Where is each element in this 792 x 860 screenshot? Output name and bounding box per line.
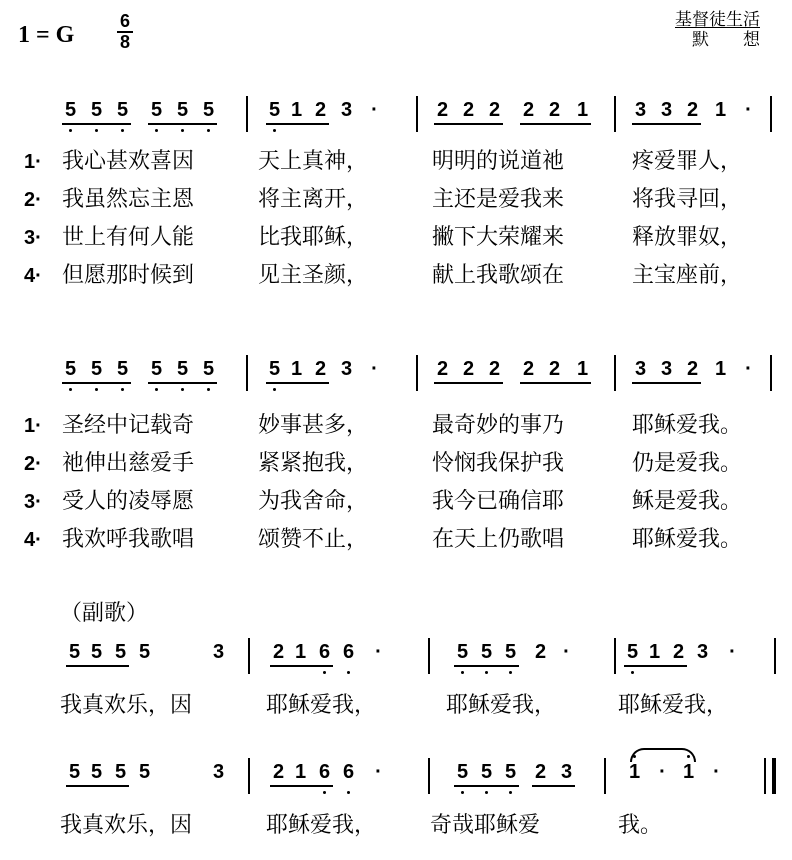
note: 3 — [696, 641, 709, 663]
duration-dot: · — [745, 358, 752, 380]
chorus-lyric-line — [0, 692, 792, 720]
octave-dot-low — [485, 791, 488, 794]
lyric-phrase: 在天上仍歌唱 — [432, 527, 565, 552]
lyric-phrase: 疼爱罪人， — [632, 149, 743, 174]
beam-underline — [632, 123, 701, 125]
octave-dot-low — [69, 129, 72, 132]
note: 3 — [212, 761, 225, 783]
barline — [604, 758, 606, 794]
final-barline-thick — [772, 758, 776, 794]
duration-dot: · — [371, 358, 378, 380]
note: 2 — [314, 358, 327, 380]
author: 默 想 — [692, 30, 760, 50]
note: 2 — [548, 358, 561, 380]
tie — [630, 748, 696, 762]
note: 2 — [314, 99, 327, 121]
beam-underline — [632, 382, 701, 384]
note: 5 — [174, 357, 191, 381]
note: 5 — [454, 760, 471, 784]
verse-number: 4· — [24, 265, 42, 287]
note: 1 — [294, 641, 307, 663]
lyric-phrase: 耶稣爱我。 — [632, 413, 743, 438]
duration-dot: · — [713, 761, 720, 783]
note: 5 — [148, 357, 165, 381]
lyric-phrase: 耶稣爱我。 — [632, 527, 743, 552]
chorus-lyric-line — [0, 812, 792, 840]
note: 5 — [114, 761, 127, 783]
note: 2 — [272, 641, 285, 663]
note: 1 — [576, 358, 589, 380]
note: 5 — [114, 641, 127, 663]
octave-dot-low — [461, 671, 464, 674]
lyric-phrase: 天上真神， — [258, 149, 369, 174]
lyric-phrase: 耶稣爱我， — [446, 693, 557, 718]
barline — [614, 96, 616, 132]
note: 3 — [560, 761, 573, 783]
octave-dot-low — [323, 671, 326, 674]
note: 2 — [686, 99, 699, 121]
lyric-phrase: 我心甚欢喜因 — [62, 149, 195, 174]
note: 1 — [714, 358, 727, 380]
beam-underline — [454, 785, 519, 787]
beam-underline — [520, 123, 591, 125]
barline — [428, 638, 430, 674]
note: 5 — [114, 98, 131, 122]
lyric-phrase: 撇下大荣耀来 — [432, 225, 565, 250]
duration-dot: · — [729, 641, 736, 663]
note: 5 — [88, 98, 105, 122]
beam-underline — [434, 382, 503, 384]
barline — [416, 96, 418, 132]
note: 6 — [316, 640, 333, 664]
note: 1 — [714, 99, 727, 121]
octave-dot-low — [155, 388, 158, 391]
note: 5 — [478, 640, 495, 664]
octave-dot-low — [509, 791, 512, 794]
note: 5 — [138, 761, 151, 783]
beam-underline — [62, 123, 131, 125]
time-signature — [114, 12, 136, 52]
octave-dot-low — [95, 388, 98, 391]
note: 1 — [294, 761, 307, 783]
note: 5 — [174, 98, 191, 122]
octave-dot-low — [323, 791, 326, 794]
lyric-phrase: 献上我歌颂在 — [432, 263, 565, 288]
duration-dot: · — [745, 99, 752, 121]
beam-underline — [520, 382, 591, 384]
beam-underline — [434, 123, 503, 125]
lyric-phrase: 奇哉耶稣爱 — [430, 813, 541, 838]
note: 5 — [624, 640, 641, 664]
octave-dot-low — [181, 388, 184, 391]
barline — [248, 638, 250, 674]
barline — [770, 355, 772, 391]
lyric-phrase: 我虽然忘主恩 — [62, 187, 195, 212]
octave-dot-low — [347, 791, 350, 794]
duration-dot: · — [563, 641, 570, 663]
lyric-phrase: 主宝座前， — [632, 263, 743, 288]
note: 2 — [534, 761, 547, 783]
note: 2 — [436, 358, 449, 380]
note: 2 — [462, 99, 475, 121]
verse-number: 1· — [24, 151, 42, 173]
octave-dot-low — [273, 388, 276, 391]
octave-dot-low — [69, 388, 72, 391]
lyric-phrase: 将我寻回， — [632, 187, 743, 212]
note: 2 — [488, 358, 501, 380]
lyric-phrase: 我。 — [618, 813, 663, 838]
note: 2 — [686, 358, 699, 380]
note: 2 — [522, 99, 535, 121]
lyric-phrase: 耶稣爱我， — [266, 813, 377, 838]
verse-line — [0, 412, 792, 440]
lyric-phrase: 我欢呼我歌唱 — [62, 527, 195, 552]
octave-dot-low — [461, 791, 464, 794]
verse-line — [0, 526, 792, 554]
note: 5 — [138, 641, 151, 663]
lyric-phrase: 释放罪奴， — [632, 225, 743, 250]
barline — [614, 355, 616, 391]
beam-underline — [66, 665, 129, 667]
key-signature: 1 = G — [18, 22, 75, 48]
duration-dot: · — [375, 641, 382, 663]
note: 3 — [634, 99, 647, 121]
verse-line — [0, 186, 792, 214]
lyric-phrase: 紧紧抱我， — [258, 451, 369, 476]
lyric-phrase: 怜悯我保护我 — [432, 451, 565, 476]
note: 1 — [680, 760, 697, 784]
lyric-phrase: 主还是爱我来 — [432, 187, 565, 212]
lyric-phrase: 我真欢乐，因 — [60, 693, 193, 718]
lyric-phrase: 耶稣爱我， — [266, 693, 377, 718]
note: 5 — [266, 98, 283, 122]
octave-dot-low — [121, 388, 124, 391]
beam-underline — [62, 382, 131, 384]
lyric-phrase: 但愿那时候到 — [62, 263, 195, 288]
beam-underline — [624, 665, 687, 667]
note: 5 — [88, 357, 105, 381]
beam-underline — [266, 382, 329, 384]
lyric-phrase: 最奇妙的事乃 — [432, 413, 565, 438]
note: 3 — [660, 99, 673, 121]
note: 2 — [462, 358, 475, 380]
beam-underline — [66, 785, 129, 787]
octave-dot-low — [207, 388, 210, 391]
verse-line — [0, 224, 792, 252]
barline — [248, 758, 250, 794]
note: 5 — [200, 357, 217, 381]
barline — [774, 638, 776, 674]
verse-number: 3· — [24, 491, 42, 513]
beam-underline — [532, 785, 575, 787]
verse-line — [0, 450, 792, 478]
verse-line — [0, 262, 792, 290]
note: 5 — [502, 640, 519, 664]
lyric-phrase: 将主离开， — [258, 187, 369, 212]
beam-underline — [148, 382, 217, 384]
note: 1 — [576, 99, 589, 121]
verse-line — [0, 148, 792, 176]
barline — [246, 355, 248, 391]
note: 3 — [340, 99, 353, 121]
note: 3 — [660, 358, 673, 380]
note: 5 — [114, 357, 131, 381]
octave-dot-low — [509, 671, 512, 674]
note: 1 — [290, 99, 303, 121]
note: 5 — [454, 640, 471, 664]
verse-number: 1· — [24, 415, 42, 437]
note: 5 — [200, 98, 217, 122]
note: 2 — [488, 99, 501, 121]
note: 5 — [62, 98, 79, 122]
lyric-phrase: 我今已确信耶 — [432, 489, 565, 514]
verse-number: 3· — [24, 227, 42, 249]
duration-dot: · — [659, 761, 666, 783]
note: 3 — [634, 358, 647, 380]
verse-number: 2· — [24, 189, 42, 211]
octave-dot-low — [273, 129, 276, 132]
verse-line — [0, 488, 792, 516]
notation-line — [0, 756, 792, 796]
final-barline-thin — [764, 758, 766, 794]
lyric-phrase: 见主圣颜， — [258, 263, 369, 288]
note: 2 — [548, 99, 561, 121]
time-signature-upper: 6 — [119, 11, 130, 31]
note: 1 — [648, 641, 661, 663]
lyric-phrase: 我真欢乐，因 — [60, 813, 193, 838]
note: 2 — [672, 641, 685, 663]
verse-number: 2· — [24, 453, 42, 475]
beam-underline — [270, 785, 333, 787]
barline — [246, 96, 248, 132]
source-credit — [630, 10, 760, 50]
lyric-phrase: 颂赞不止， — [258, 527, 369, 552]
lyric-phrase: 仍是爱我。 — [632, 451, 743, 476]
lyric-phrase: 明明的说道祂 — [432, 149, 565, 174]
note: 5 — [62, 357, 79, 381]
lyric-phrase: 祂伸出慈爱手 — [62, 451, 195, 476]
lyric-phrase: 妙事甚多， — [258, 413, 369, 438]
lyric-phrase: 比我耶稣， — [258, 225, 369, 250]
note: 6 — [340, 760, 357, 784]
verse-number: 4· — [24, 529, 42, 551]
octave-dot-low — [181, 129, 184, 132]
lyric-phrase: 为我舍命， — [258, 489, 369, 514]
note: 1 — [290, 358, 303, 380]
octave-dot-low — [121, 129, 124, 132]
lyric-phrase: 圣经中记载奇 — [62, 413, 195, 438]
barline — [770, 96, 772, 132]
duration-dot: · — [371, 99, 378, 121]
octave-dot-low — [155, 129, 158, 132]
note: 5 — [68, 641, 81, 663]
notation-line — [0, 94, 792, 134]
octave-dot-low — [347, 671, 350, 674]
note: 5 — [68, 761, 81, 783]
beam-underline — [270, 665, 333, 667]
beam-underline — [266, 123, 329, 125]
note: 2 — [534, 641, 547, 663]
note: 5 — [478, 760, 495, 784]
note: 5 — [90, 761, 103, 783]
note: 3 — [212, 641, 225, 663]
barline — [428, 758, 430, 794]
note: 3 — [340, 358, 353, 380]
note: 2 — [436, 99, 449, 121]
lyric-phrase: 耶稣爱我， — [618, 693, 729, 718]
note: 6 — [340, 640, 357, 664]
note: 5 — [148, 98, 165, 122]
time-signature-lower: 8 — [119, 32, 130, 52]
lyric-phrase: 受人的凌辱愿 — [62, 489, 195, 514]
octave-dot-low — [95, 129, 98, 132]
octave-dot-low — [485, 671, 488, 674]
lyric-phrase: 世上有何人能 — [62, 225, 195, 250]
beam-underline — [148, 123, 217, 125]
octave-dot-low — [631, 671, 634, 674]
barline — [416, 355, 418, 391]
note: 1 — [626, 760, 643, 784]
duration-dot: · — [375, 761, 382, 783]
notation-line — [0, 636, 792, 676]
beam-underline — [454, 665, 519, 667]
notation-line — [0, 353, 792, 393]
note: 2 — [522, 358, 535, 380]
publisher: 基督徒生活 — [675, 10, 760, 30]
note: 5 — [90, 641, 103, 663]
note: 5 — [266, 357, 283, 381]
lyric-phrase: 稣是爱我。 — [632, 489, 743, 514]
chorus-label: （副歌） — [60, 601, 149, 626]
octave-dot-low — [207, 129, 210, 132]
note: 6 — [316, 760, 333, 784]
note: 2 — [272, 761, 285, 783]
barline — [614, 638, 616, 674]
note: 5 — [502, 760, 519, 784]
